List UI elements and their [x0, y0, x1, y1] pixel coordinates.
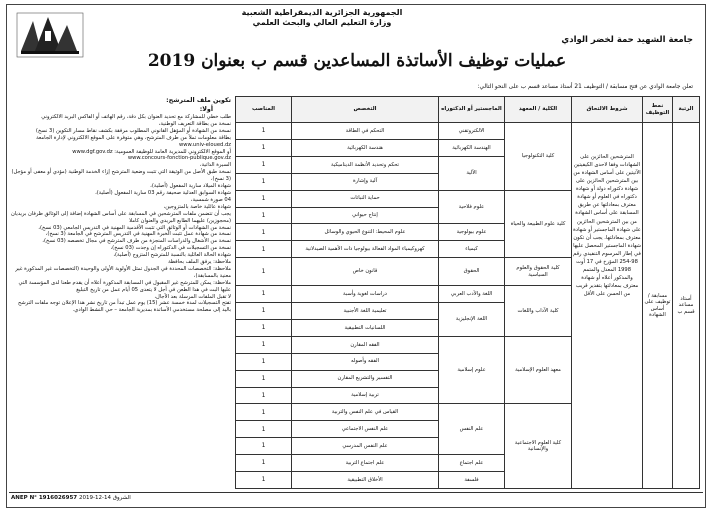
requirement-line: ملاحظة: يرفق الملف بحافظة — [168, 259, 231, 266]
requirement-line: ملاحظة: التخصصات المحددة في الجدول تمثل الأولوية الأولى والوحيدة (التخصصات غير المذكورة غير معنية بالمسابقة)، — [15, 265, 231, 279]
faculty-cell: كلية العلوم الاجتماعية والإنسانية — [505, 404, 572, 489]
header-specialty: التخصص — [292, 97, 439, 123]
posts-cell: 1 — [236, 438, 292, 455]
requirement-line: شهادة السوابق العدلية صحيفة رقم 03 سارية المفعول (أصلية)، — [95, 189, 231, 196]
header-posts: المناصب — [236, 97, 292, 123]
requirement-line: نسخة من الأشغال والدراسات المنجزة من طرف المترشح في مجال تخصصه (03 نسخ)، — [42, 238, 231, 245]
posts-cell: 1 — [236, 241, 292, 258]
job-announcement-page — [6, 4, 706, 508]
requirement-line: www.concours-fonction-publique.gov.dz — [127, 155, 231, 162]
posts-cell: 1 — [236, 336, 292, 353]
specialty-cell: الفقه وأصوله — [292, 353, 439, 370]
requirement-line: شهادة الحالة العائلية بالنسبة للمترشح المتزوج (أصلية)، — [113, 252, 231, 259]
requirement-line: نسخة من الشهادات أو الوثائق التي تثبت الأقدمية المهنية في التدريس الجامعي (03 نسخ)، — [38, 224, 231, 231]
faculty-cell: معهد العلوم الإسلامية — [505, 336, 572, 404]
degree-cell: الحقوق — [439, 258, 505, 286]
degree-cell: الآلية — [439, 156, 505, 190]
degree-cell: كيمياء — [439, 241, 505, 258]
posts-cell: 1 — [236, 156, 292, 173]
specialty-cell: دراسات لغوية وأسبة — [292, 286, 439, 303]
degree-cell: علم اجتماع — [439, 455, 505, 472]
specialty-cell: علم النفس الاجتماعي — [292, 421, 439, 438]
specialty-cell: علم النفس المدرسي — [292, 438, 439, 455]
posts-cell: 1 — [236, 370, 292, 387]
specialty-cell: آلية وإشارة — [292, 173, 439, 190]
specialty-cell: قانون خاص — [292, 258, 439, 286]
degree-cell: علوم إسلامية — [439, 336, 505, 404]
requirement-line: السيرة الذاتية، — [199, 162, 231, 169]
requirement-line: تفتح التسجيلات لمدة خمسة عشر (15) يوم عمل تبدأ من تاريخ نشر هذا الإعلان توجه ملفات الترشح باليد إلى مصلحة مستخدمي الأساتذة بمديرية الجامعة – حي النشط الوادي. — [17, 300, 231, 314]
degree-cell: فلسفة — [439, 472, 505, 489]
requirement-line: بطاقة معلومات تملأ من طرف المترشح، وهي متوفرة على الموقع الالكتروني لإدارة الجامعة — [36, 134, 231, 141]
newspaper-date: الشروق 14-12-2019 — [79, 495, 131, 501]
degree-cell: الهندسة الكهربائية — [439, 139, 505, 156]
requirement-line: ملاحظة: يمكن للمترشح غير المقبول في المسابقة المذكورة أعلاه أن يقدم طعنا لدى المؤسسة التي عليها البت في هذا الطعن في أجل لا يتعدى 05 أيام عمل من تاريخ التبليغ — [18, 279, 231, 293]
specialty-cell: تربية إسلامية — [292, 387, 439, 404]
posts-cell: 1 — [236, 286, 292, 303]
requirement-line: شهادة عائلية خاصة بالمتزوجين، — [163, 203, 231, 210]
specialty-cell: اللسانيات التطبيقية — [292, 319, 439, 336]
table-header-row — [236, 97, 700, 123]
posts-cell: 1 — [236, 472, 292, 489]
faculty-cell: كلية علوم الطبيعة والحياة — [505, 190, 572, 258]
posts-cell: 1 — [236, 404, 292, 421]
positions-table — [235, 96, 700, 489]
header-conditions: شروط الالتحاق — [572, 97, 643, 123]
republic-line: الجمهورية الجزائرية الديمقراطية الشعبية — [241, 8, 403, 17]
requirement-line: يجب أن تتضمن ملفات المترشحين في المسابقة على أساس الشهادة إضافة إلى الوثائق ظرفان بريديان (محجوزين) عليهما الطابع البريدي والعنوان كاملا — [11, 210, 231, 224]
posts-cell: 1 — [236, 258, 292, 286]
posts-cell: 1 — [236, 123, 292, 140]
header-faculty: الكلية / المعهد — [505, 97, 572, 123]
requirement-line: 04 صورة شمسية، — [190, 196, 231, 203]
specialty-cell: علوم المحيط: التنوع الحيوي والوسائل — [292, 224, 439, 241]
posts-cell: 1 — [236, 455, 292, 472]
requirement-line: نسخة من شهادة عمل تثبت الخبرة المهنية في التدريس المترشح في الجامعة (3 نسخ)، — [45, 231, 231, 238]
degree-cell: اللغة والأدب العربي — [439, 286, 505, 303]
rank-cell: أستاذ مساعد قسم ب — [673, 123, 700, 489]
faculty-cell: كلية الحقوق والعلوم السياسية — [505, 258, 572, 286]
faculty-cell: كلية الآداب واللغات — [505, 286, 572, 337]
degree-cell: علم النفس — [439, 404, 505, 455]
anep-number: ANEP N° 1916026957 — [11, 495, 78, 501]
degree-cell: الالكتروتقني — [439, 123, 505, 140]
posts-cell: 1 — [236, 319, 292, 336]
conditions-cell: المترشحين الحائزين على الشهادات وفقا لاحدى الكيفيتين الآتيتين على أساس الشهادة من بين المترشحين الحائزين على شهادة دكتوراه دولة أو شهادة دكتوراه في العلوم أو شهادة معترف بمعادلتها عن طريق المسابقة على أساس الشهادة من بين المترشحين الحائزين على شهادة الماجستير أو شهادة معترف بمعادلتها. يجب أن تكون شهادة الماجستير المحصل عليها في إطار المرسوم التنفيذي رقم 98-254 المؤرخ في 17 أوت 1998 المعدل والمتمم والمذكور أعلاه أو شهادة معترف بمعادلتها بتقدير قريب من الحسن على الأقل — [572, 123, 643, 489]
requirement-line: نسخة من التسجيلات في الدكتوراه إن وجدت (03 نسخ)، — [110, 245, 231, 252]
posts-cell: 1 — [236, 139, 292, 156]
posts-cell: 1 — [236, 224, 292, 241]
specialty-cell: الفقه المقارن — [292, 336, 439, 353]
requirement-line: شهادة الميلاد سارية المفعول (أصلية)، — [150, 183, 231, 190]
specialty-cell: الأخلاق التطبيقية — [292, 472, 439, 489]
application-file-requirements — [9, 97, 231, 489]
degree-cell: علوم بيولوجية — [439, 224, 505, 241]
ministry-line: وزارة التعليم العالي والبحث العلمي — [252, 18, 392, 27]
requirement-line: نسخة من الشهادة أو المؤهل القانوني المطلوب مرفقة بكشف نقاط مسار التكوين (3 نسخ) — [35, 127, 231, 134]
file-section-first: أولا: — [199, 105, 213, 113]
degree-cell: اللغة الإنجليزية — [439, 303, 505, 337]
specialty-cell: التحكم في الطاقة — [292, 123, 439, 140]
posts-cell: 1 — [236, 387, 292, 404]
specialty-cell: هندسة الكهربائية — [292, 139, 439, 156]
posts-cell: 1 — [236, 421, 292, 438]
specialty-cell: تحكم وتحديد الأنظمة الديناميكية — [292, 156, 439, 173]
header-rank: الرتبة — [673, 97, 700, 123]
file-section-title: تكوين ملف المترشح: — [166, 97, 231, 104]
posts-cell: 1 — [236, 303, 292, 320]
footer-bar — [9, 492, 703, 504]
requirement-line: نسخة من بطاقة التعريف الوطنية، — [158, 120, 231, 127]
intro-text: تعلن جامعة الوادي عن فتح مسابقة / التوظيف 21 أستاذ مساعد قسم ب على النحو التالي: — [477, 84, 693, 90]
posts-cell: 1 — [236, 190, 292, 207]
announcement-title: عمليات توظيف الأساتذة المساعدين قسم ب بعنوان 2019 — [147, 51, 567, 71]
header-degree: الماجستير أو الدكتوراه — [439, 97, 505, 123]
degree-cell: علوم فلاحية — [439, 190, 505, 224]
posts-cell: 1 — [236, 207, 292, 224]
specialty-cell: كهروكيمياء المواد الفعالة بيولوجيا ذات الأهمية الصيدلانية — [292, 241, 439, 258]
posts-cell: 1 — [236, 173, 292, 190]
mode-cell: مسابقة / توظيف على أساس الشهادة — [643, 123, 673, 489]
requirement-line: لا تقبل الملفات المرسلة بعد الآجال، — [154, 293, 231, 300]
table-row — [236, 123, 700, 140]
specialty-cell: علم اجتماع التربية — [292, 455, 439, 472]
posts-cell: 1 — [236, 353, 292, 370]
requirement-line: www.univ-eloued.dz — [179, 141, 231, 148]
university-name: جامعة الشهيد حمة لخضر الوادي — [561, 35, 693, 45]
faculty-cell: كلية التكنولوجيا — [505, 123, 572, 191]
requirement-line: طلب خطي للمشاركة مع تحديد العنوان بكل دقة، رقم الهاتف أو الفاكس البريد الالكتروني — [41, 114, 231, 120]
specialty-cell: حماية النباتات — [292, 190, 439, 207]
specialty-cell: القياس في علم النفس والتربية — [292, 404, 439, 421]
requirement-line: أو الموقع الالكتروني للمديرية العامة للوظيفة العمومية: www.dgf.gov.dz — [72, 148, 231, 155]
specialty-cell: إنتاج حيواني — [292, 207, 439, 224]
header-mode: نمط التوظيف — [643, 97, 673, 123]
specialty-cell: تعليمية اللغة الأجنبية — [292, 303, 439, 320]
specialty-cell: التفسير والتشريع المقارن — [292, 370, 439, 387]
requirement-line: نسخة طبق الأصل من الوثيقة التي تثبت وضعية المترشح إزاء الخدمة الوطنية (مؤدي أو معفى أو مؤجل) (3 نسخ)، — [11, 169, 231, 183]
